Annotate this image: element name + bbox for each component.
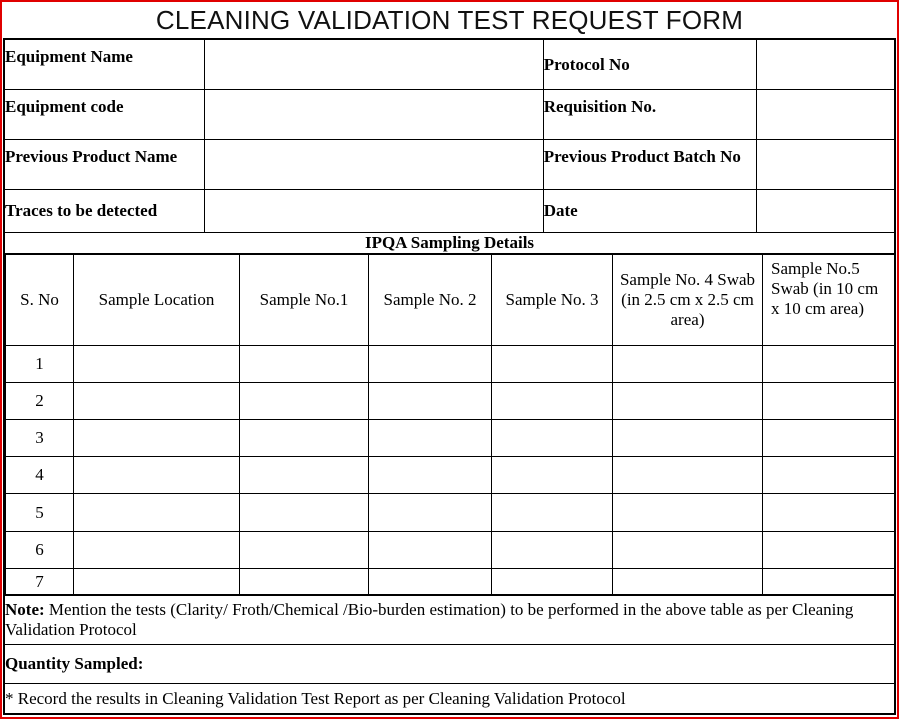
cell-s-no: 2 bbox=[6, 383, 74, 420]
label-date: Date bbox=[543, 190, 756, 233]
label-traces-to-be-detected: Traces to be detected bbox=[4, 190, 204, 233]
cell-sample-1[interactable] bbox=[240, 420, 369, 457]
column-header-sample-no-4-swab: Sample No. 4 Swab (in 2.5 cm x 2.5 cm area) bbox=[613, 255, 763, 346]
note-label: Note: bbox=[5, 600, 45, 619]
cell-sample-3[interactable] bbox=[492, 346, 613, 383]
label-equipment-name: Equipment Name bbox=[4, 39, 204, 90]
column-header-sample-no-3: Sample No. 3 bbox=[492, 255, 613, 346]
quantity-sampled-row bbox=[4, 645, 895, 684]
cell-sample-2[interactable] bbox=[369, 346, 492, 383]
cell-sample-location[interactable] bbox=[74, 346, 240, 383]
cell-sample-2[interactable] bbox=[369, 569, 492, 595]
cell-sample-1[interactable] bbox=[240, 532, 369, 569]
record-results-row bbox=[4, 684, 895, 715]
section-title-ipqa-sampling-details: IPQA Sampling Details bbox=[4, 233, 895, 254]
column-header-sample-location: Sample Location bbox=[74, 255, 240, 346]
sampling-table-cell bbox=[4, 254, 895, 596]
cell-s-no: 7 bbox=[6, 569, 74, 595]
field-previous-product-name[interactable] bbox=[204, 140, 543, 190]
header-row-traces bbox=[4, 190, 895, 233]
column-header-sample-no-5-swab: Sample No.5 Swab (in 10 cm x 10 cm area) bbox=[763, 255, 895, 346]
label-requisition-no: Requisition No. bbox=[543, 90, 756, 140]
table-row bbox=[6, 383, 895, 420]
cell-sample-4[interactable] bbox=[613, 420, 763, 457]
cell-sample-4[interactable] bbox=[613, 569, 763, 595]
cell-sample-location[interactable] bbox=[74, 420, 240, 457]
column-header-s-no: S. No bbox=[6, 255, 74, 346]
cell-sample-location[interactable] bbox=[74, 569, 240, 595]
cell-sample-4[interactable] bbox=[613, 383, 763, 420]
page-title: CLEANING VALIDATION TEST REQUEST FORM bbox=[155, 5, 744, 35]
cell-sample-3[interactable] bbox=[492, 420, 613, 457]
table-row bbox=[6, 420, 895, 457]
cell-sample-3[interactable] bbox=[492, 532, 613, 569]
field-date[interactable] bbox=[757, 190, 895, 233]
table-row bbox=[6, 457, 895, 494]
cell-s-no: 6 bbox=[6, 532, 74, 569]
cell-sample-1[interactable] bbox=[240, 494, 369, 532]
column-header-sample-no-1: Sample No.1 bbox=[240, 255, 369, 346]
label-equipment-code: Equipment code bbox=[4, 90, 204, 140]
cell-sample-5[interactable] bbox=[763, 569, 895, 595]
cell-sample-1[interactable] bbox=[240, 457, 369, 494]
table-row bbox=[6, 569, 895, 595]
sampling-header-row bbox=[6, 255, 895, 346]
cell-sample-2[interactable] bbox=[369, 457, 492, 494]
cell-sample-2[interactable] bbox=[369, 420, 492, 457]
note-row bbox=[4, 596, 895, 645]
note-text bbox=[4, 596, 895, 645]
section-heading-row bbox=[4, 233, 895, 254]
cell-sample-4[interactable] bbox=[613, 457, 763, 494]
cell-sample-location[interactable] bbox=[74, 383, 240, 420]
cell-sample-5[interactable] bbox=[763, 383, 895, 420]
cell-sample-location[interactable] bbox=[74, 494, 240, 532]
field-previous-product-batch-no[interactable] bbox=[757, 140, 895, 190]
cell-sample-3[interactable] bbox=[492, 494, 613, 532]
label-protocol-no: Protocol No bbox=[543, 39, 756, 90]
cell-sample-2[interactable] bbox=[369, 383, 492, 420]
quantity-sampled-field[interactable] bbox=[4, 645, 895, 684]
table-row bbox=[6, 494, 895, 532]
cell-sample-3[interactable] bbox=[492, 383, 613, 420]
cell-sample-4[interactable] bbox=[613, 532, 763, 569]
cell-s-no: 1 bbox=[6, 346, 74, 383]
header-row-equipment-name bbox=[4, 39, 895, 90]
cell-sample-1[interactable] bbox=[240, 346, 369, 383]
cell-sample-5[interactable] bbox=[763, 494, 895, 532]
cleaning-validation-form-table bbox=[3, 38, 896, 715]
cell-sample-4[interactable] bbox=[613, 346, 763, 383]
cell-sample-3[interactable] bbox=[492, 457, 613, 494]
cell-s-no: 5 bbox=[6, 494, 74, 532]
table-row bbox=[6, 346, 895, 383]
field-protocol-no[interactable] bbox=[757, 39, 895, 90]
cell-sample-5[interactable] bbox=[763, 346, 895, 383]
cell-sample-1[interactable] bbox=[240, 383, 369, 420]
cell-sample-location[interactable] bbox=[74, 532, 240, 569]
sampling-table-row bbox=[4, 254, 895, 596]
header-row-previous-product-name bbox=[4, 140, 895, 190]
note-body: Mention the tests (Clarity/ Froth/Chemical /Bio-burden estimation) to be performed in the above table as per Cleaning Validation Protocol bbox=[5, 600, 854, 639]
record-results-text: * Record the results in Cleaning Validation Test Report as per Cleaning Validation Protocol bbox=[4, 684, 895, 715]
label-previous-product-name: Previous Product Name bbox=[4, 140, 204, 190]
cell-sample-1[interactable] bbox=[240, 569, 369, 595]
cell-sample-5[interactable] bbox=[763, 420, 895, 457]
cell-sample-2[interactable] bbox=[369, 532, 492, 569]
cell-sample-5[interactable] bbox=[763, 532, 895, 569]
quantity-sampled-label: Quantity Sampled: bbox=[5, 654, 144, 673]
field-equipment-name[interactable] bbox=[204, 39, 543, 90]
field-equipment-code[interactable] bbox=[204, 90, 543, 140]
table-row bbox=[6, 532, 895, 569]
cell-sample-5[interactable] bbox=[763, 457, 895, 494]
header-row-equipment-code bbox=[4, 90, 895, 140]
field-requisition-no[interactable] bbox=[757, 90, 895, 140]
sampling-table bbox=[5, 254, 895, 595]
cell-sample-location[interactable] bbox=[74, 457, 240, 494]
cell-sample-2[interactable] bbox=[369, 494, 492, 532]
label-previous-product-batch-no: Previous Product Batch No bbox=[543, 140, 756, 190]
cell-s-no: 4 bbox=[6, 457, 74, 494]
cell-sample-4[interactable] bbox=[613, 494, 763, 532]
cell-sample-3[interactable] bbox=[492, 569, 613, 595]
field-traces-to-be-detected[interactable] bbox=[204, 190, 543, 233]
column-header-sample-no-2: Sample No. 2 bbox=[369, 255, 492, 346]
cell-s-no: 3 bbox=[6, 420, 74, 457]
